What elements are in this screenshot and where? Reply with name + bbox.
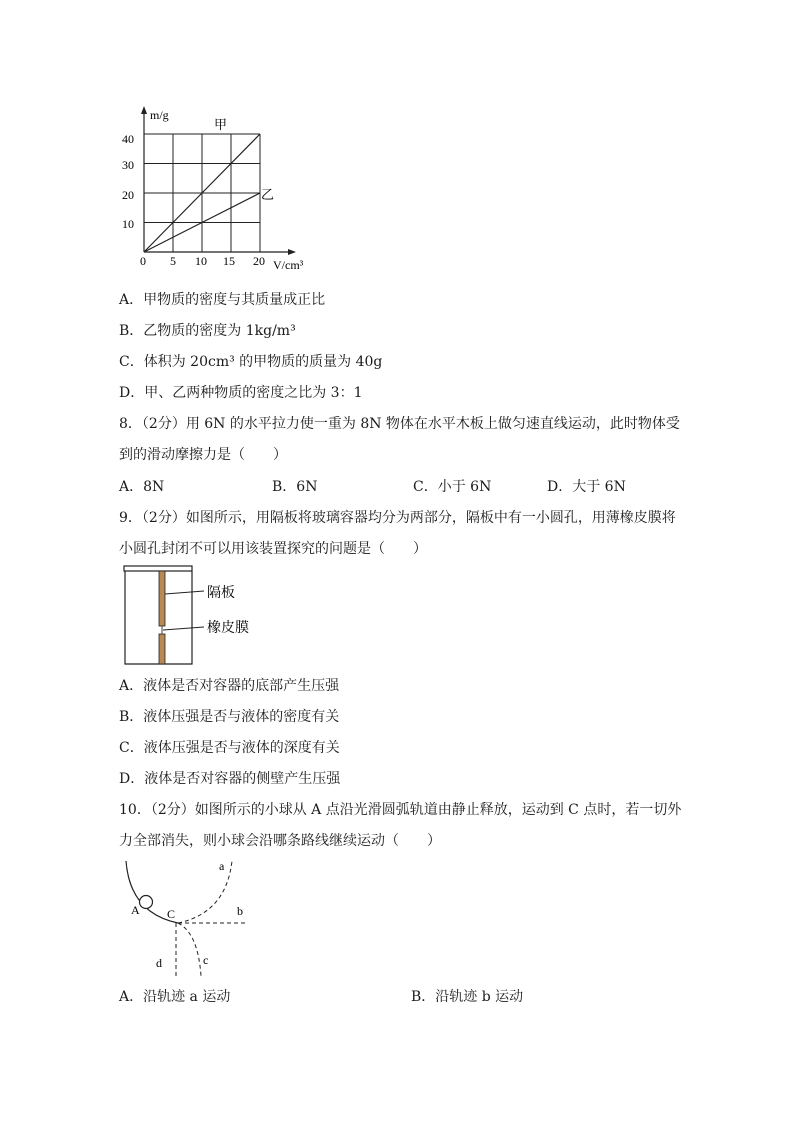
series-label-jia: 甲: [214, 117, 228, 132]
y-tick-20: 20: [122, 188, 134, 202]
q9-option-b: B．液体压强是否与液体的密度有关: [119, 709, 340, 725]
y-tick-40: 40: [122, 132, 134, 146]
q10-stem-line1: 10．（2分）如图所示的小球从 A 点沿光滑圆弧轨道由静止释放，运动到 C 点时，若一切外: [119, 802, 682, 818]
q7-option-a: A．甲物质的密度与其质量成正比: [119, 292, 326, 308]
path-c: [178, 923, 201, 976]
ball: [140, 896, 153, 909]
q10-option-a: A．沿轨迹 a 运动: [119, 989, 231, 1005]
q8-option-d: D．大于 6N: [547, 479, 626, 495]
q8-option-c: C．小于 6N: [413, 479, 492, 495]
label-b: b: [237, 904, 243, 918]
track-figure: [118, 858, 258, 978]
membrane-label: 橡皮膜: [207, 621, 249, 636]
label-point-a: A: [131, 903, 140, 917]
q7-option-c: C．体积为 20cm³ 的甲物质的质量为 40g: [119, 354, 383, 370]
x-tick-0: 0: [140, 254, 146, 268]
container-walls: [125, 571, 192, 664]
q9-option-a: A．液体是否对容器的底部产生压强: [119, 678, 340, 694]
q10-option-b: B．沿轨迹 b 运动: [411, 989, 524, 1005]
q7-option-b: B．乙物质的密度为 1kg/m³: [119, 323, 296, 339]
q7-option-d: D．甲、乙两种物质的密度之比为 3：1: [119, 385, 363, 401]
x-tick-15: 15: [223, 254, 235, 268]
y-tick-30: 30: [122, 158, 134, 172]
container-figure: [118, 564, 278, 669]
label-point-c: C: [167, 907, 176, 921]
label-a: a: [219, 859, 225, 873]
partition-lower: [159, 634, 165, 664]
partition-pointer: [165, 591, 204, 594]
x-axis-arrow: [288, 249, 296, 255]
series-label-yi: 乙: [261, 187, 275, 202]
q8-stem-line2: 到的滑动摩擦力是（ ）: [119, 447, 287, 463]
label-d: d: [156, 956, 162, 970]
label-c: c: [203, 953, 209, 967]
x-axis-label: V/cm³: [273, 258, 304, 272]
x-tick-20: 20: [253, 254, 265, 268]
q9-option-c: C．液体压强是否与液体的深度有关: [119, 740, 340, 756]
y-tick-10: 10: [122, 217, 134, 231]
partition-label: 隔板: [207, 586, 235, 601]
y-axis-arrow: [141, 106, 147, 114]
partition-upper: [159, 571, 165, 626]
container-rim: [124, 566, 192, 571]
q9-option-d: D．液体是否对容器的侧壁产生压强: [119, 771, 341, 787]
q9-stem-line2: 小圆孔封闭不可以用该装置探究的问题是（ ）: [119, 541, 427, 557]
membrane-pointer: [163, 627, 204, 630]
q10-stem-line2: 力全部消失，则小球会沿哪条路线继续运动（ ）: [119, 833, 441, 849]
q8-stem-line1: 8．（2分）用 6N 的水平拉力使一重为 8N 物体在水平木板上做匀速直线运动，此时物体受: [119, 416, 680, 432]
q9-stem-line1: 9．（2分）如图所示，用隔板将玻璃容器均分为两部分，隔板中有一小圆孔，用薄橡皮膜将: [119, 510, 676, 526]
x-tick-10: 10: [195, 254, 207, 268]
y-axis-label: m/g: [150, 108, 169, 122]
q8-option-a: A．8N: [119, 479, 165, 495]
mass-volume-graph: [110, 100, 330, 280]
q8-option-b: B．6N: [272, 479, 318, 495]
x-tick-5: 5: [170, 254, 176, 268]
